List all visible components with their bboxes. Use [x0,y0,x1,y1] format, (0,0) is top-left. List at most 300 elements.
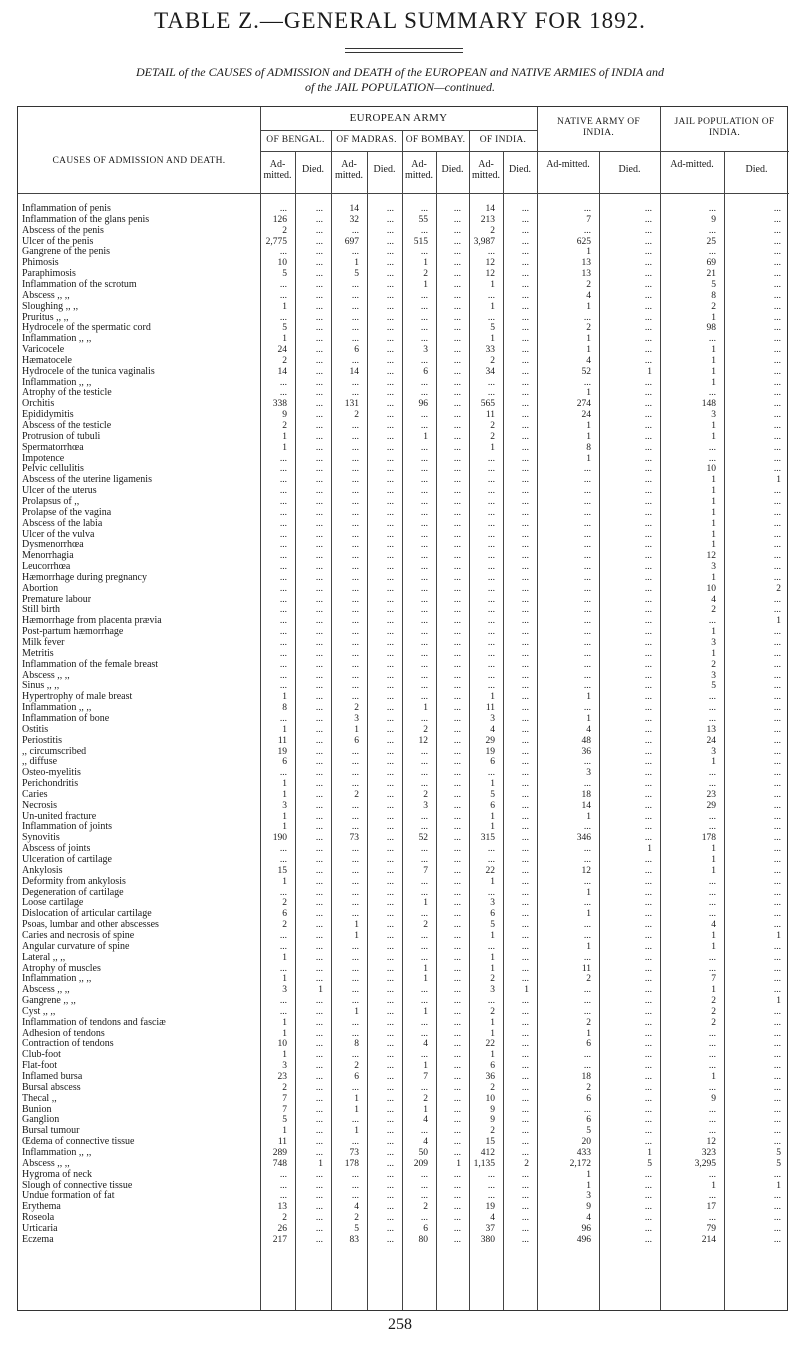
table-cell: 1 [586,909,591,920]
table-cell: ... [773,1061,781,1072]
table-cell: ... [453,887,461,898]
table-cell: ... [420,822,428,833]
table-cell: ... [583,312,591,323]
table-cell: 1 [586,301,591,312]
table-cell: 1 [776,1180,781,1191]
table-cell: ... [315,496,323,507]
cause-label: Bunion [22,1103,52,1115]
cause-label: Prolapse of the vagina [22,506,112,518]
table-cell: ... [453,670,461,681]
table-cell: ... [644,692,652,703]
table-cell: ... [386,496,394,507]
cause-label: Dislocation of articular cartilage [22,908,152,920]
table-cell: 213 [480,214,495,225]
table-cell: ... [279,583,287,594]
table-cell: 1 [490,1050,495,1061]
table-cell: 1 [354,1126,359,1137]
table-cell: ... [386,757,394,768]
table-cell: 6 [490,1061,495,1072]
table-cell: ... [773,279,781,290]
table-cell: ... [386,1191,394,1202]
table-cell: 1 [282,1017,287,1028]
table-cell: 2 [711,996,716,1007]
table-cell: ... [386,844,394,855]
table-cell: 214 [701,1234,716,1245]
table-cell: ... [315,920,323,931]
table-cell: ... [644,1061,652,1072]
table-cell: ... [644,963,652,974]
table-cell: ... [279,279,287,290]
table-cell: ... [773,334,781,345]
table-cell: ... [351,605,359,616]
table-cell: ... [453,214,461,225]
table-cell: ... [644,269,652,280]
table-cell: ... [453,1028,461,1039]
table-cell: ... [315,941,323,952]
cause-label: Abscess of the labia [22,517,103,529]
table-cell: ... [644,822,652,833]
table-cell: ... [521,540,529,551]
table-cell: ... [386,1050,394,1061]
table-cell: ... [521,1147,529,1158]
table-cell: 2 [586,1082,591,1093]
table-cell: ... [351,1050,359,1061]
cause-label: Abortion [22,582,59,594]
table-cell: ... [773,399,781,410]
table-cell: ... [453,1191,461,1202]
table-cell: ... [708,811,716,822]
table-cell: ... [487,551,495,562]
table-cell: ... [773,1093,781,1104]
table-cell: ... [453,269,461,280]
table-cell: ... [315,648,323,659]
table-cell: ... [708,876,716,887]
table-cell: ... [420,681,428,692]
table-cell: 4 [490,724,495,735]
table-cell: ... [315,345,323,356]
table-cell: 1 [282,876,287,887]
cause-label: Inflammation ,, ,, [22,333,92,345]
table-cell: ... [773,865,781,876]
table-cell: 1 [586,247,591,258]
cause-label: Abscess ,, ,, [22,984,70,996]
table-cell: 50 [418,1147,428,1158]
table-cell: ... [773,486,781,497]
table-cell: 2 [354,410,359,421]
table-cell: ... [386,865,394,876]
table-cell: 323 [701,1147,716,1158]
table-cell: 1 [711,355,716,366]
table-cell: 2 [354,1061,359,1072]
table-cell: ... [420,1028,428,1039]
table-cell: 2 [423,269,428,280]
table-cell: ... [420,713,428,724]
table-cell: ... [386,1017,394,1028]
table-cell: ... [420,985,428,996]
table-cell: ... [644,1028,652,1039]
table-cell: ... [315,1028,323,1039]
cause-label: Angular curvature of spine [22,940,130,952]
table-cell: ... [773,724,781,735]
table-cell: ... [315,301,323,312]
table-cell: 1 [586,692,591,703]
table-cell: ... [583,1006,591,1017]
table-cell: ... [386,366,394,377]
table-cell: ... [773,1104,781,1115]
table-cell: ... [351,518,359,529]
table-cell: ... [644,1006,652,1017]
table-cell: ... [773,1082,781,1093]
cause-label: Varicocele [22,344,65,356]
table-cell: ... [453,724,461,735]
table-cell: ... [583,930,591,941]
cause-label: Bursal tumour [22,1125,80,1137]
table-cell: 83 [349,1234,359,1245]
table-cell: ... [487,855,495,865]
column-rule [295,151,296,1310]
table-cell: 274 [576,399,591,410]
subheader-died: Died. [441,164,464,175]
table-cell: ... [420,507,428,518]
table-cell: ... [521,681,529,692]
cause-label: Abscess of the testicle [22,420,112,431]
table-cell: ... [351,301,359,312]
table-cell: ... [420,768,428,779]
table-cell: ... [420,1017,428,1028]
table-cell: ... [351,431,359,442]
table-cell: ... [453,496,461,507]
table-cell: ... [315,735,323,746]
table-cell: ... [521,366,529,377]
table-cell: ... [521,1093,529,1104]
table-cell: 6 [423,366,428,377]
cause-label: Psoas, lumbar and other abscesses [22,919,159,931]
table-cell: 1 [711,648,716,659]
table-cell: 18 [581,1072,591,1082]
subtitle-line-1: DETAIL of the CAUSES of ADMISSION and DEATH of the EUROPEAN and NATIVE ARMIES of INDIA and [136,65,664,79]
table-cell: ... [644,887,652,898]
table-cell: 3 [711,670,716,681]
table-cell: ... [644,1017,652,1028]
table-cell: ... [521,1191,529,1202]
table-cell: 6 [354,345,359,356]
table-cell: 1 [711,529,716,540]
table-cell: ... [644,442,652,453]
table-cell: 1 [586,345,591,356]
table-cell: 8 [282,703,287,714]
table-cell: ... [315,225,323,236]
table-cell: ... [315,1072,323,1082]
table-cell: ... [315,768,323,779]
table-cell: 15 [277,865,287,876]
table-cell: ... [773,876,781,887]
table-cell: 10 [706,464,716,475]
table-cell: 3 [586,768,591,779]
table-cell: ... [420,757,428,768]
table-cell: 73 [349,1147,359,1158]
table-cell: ... [279,594,287,605]
table-cell: ... [420,225,428,236]
table-cell: 2 [490,1082,495,1093]
table-cell: 190 [272,833,287,844]
table-cell: ... [351,898,359,909]
table-cell: 9 [282,410,287,421]
table-cell: 2 [423,920,428,931]
table-cell: ... [453,1223,461,1234]
table-cell: ... [644,518,652,529]
table-cell: ... [773,410,781,421]
table-cell: ... [453,735,461,746]
table-cell: ... [521,290,529,301]
table-cell: ... [386,789,394,800]
table-cell: ... [453,692,461,703]
table-cell: ... [386,345,394,356]
table-cell: 9 [711,214,716,225]
table-cell: ... [420,1050,428,1061]
table-cell: ... [453,236,461,247]
table-cell: 1 [647,366,652,377]
cause-label: Bursal abscess [22,1081,81,1093]
table-cell: ... [315,909,323,920]
table-cell: 1 [282,789,287,800]
table-cell: ... [351,507,359,518]
table-cell: ... [644,312,652,323]
table-cell: ... [351,811,359,822]
column-rule [436,151,437,1310]
table-cell: ... [773,323,781,334]
cause-label: Abscess ,, ,, [22,289,70,301]
table-cell: ... [708,1061,716,1072]
table-cell: ... [386,225,394,236]
table-cell: ... [583,844,591,855]
table-cell: ... [453,616,461,627]
cause-label: Hæmorrhage from placenta prævia [22,615,162,627]
table-cell: ... [521,496,529,507]
cause-label: Abscess ,, ,, [22,669,70,681]
table-cell: 1 [776,996,781,1007]
cause-label: Eczema [22,1233,54,1245]
table-cell: ... [315,963,323,974]
table-cell: ... [708,1039,716,1050]
cause-label: Perichondritis [22,778,79,790]
table-cell: 1 [490,876,495,887]
cause-label: Hygroma of neck [22,1168,92,1180]
table-cell: ... [351,1115,359,1126]
table-cell: ... [773,1126,781,1137]
table-cell: ... [644,1115,652,1126]
causes-header: CAUSES OF ADMISSION AND DEATH. [52,156,226,166]
table-cell: ... [521,822,529,833]
table-cell: 1 [711,855,716,865]
table-cell: 2 [354,1213,359,1224]
table-cell: ... [521,312,529,323]
table-cell: ... [521,876,529,887]
table-cell: ... [773,572,781,583]
cause-label: Gangrene of the penis [22,246,111,258]
table-cell: ... [644,920,652,931]
table-cell: 3 [354,713,359,724]
cause-label: Inflammation ,, ,, [22,973,92,985]
table-cell: ... [386,1234,394,1245]
table-cell: 19 [485,1202,495,1213]
cause-label: ,, diffuse [22,756,58,768]
table-cell: ... [420,648,428,659]
subheader-died: Died. [618,164,641,175]
table-cell: 178 [344,1158,359,1169]
subheader-admitted: Ad-​mitted. [546,159,590,170]
table-cell: ... [315,1039,323,1050]
table-cell: ... [351,279,359,290]
table-cell: ... [386,941,394,952]
table-cell: 11 [485,703,495,714]
table-cell: ... [453,1017,461,1028]
table-cell: 5 [282,269,287,280]
table-cell: ... [279,941,287,952]
table-cell: ... [279,1191,287,1202]
table-cell: ... [521,757,529,768]
table-cell: ... [315,789,323,800]
table-cell: ... [420,941,428,952]
table-cell: ... [521,789,529,800]
table-cell: ... [644,453,652,464]
table-cell: ... [351,648,359,659]
table-cell: ... [279,659,287,670]
table-cell: ... [453,258,461,269]
table-cell: ... [644,616,652,627]
table-cell: 3 [711,638,716,648]
table-cell: ... [583,779,591,790]
table-cell: 33 [485,345,495,356]
table-cell: ... [386,996,394,1007]
table-cell: ... [453,529,461,540]
table-cell: ... [773,779,781,790]
table-cell: ... [315,876,323,887]
table-cell: 1 [711,345,716,356]
table-cell: ... [386,1223,394,1234]
table-cell: ... [453,713,461,724]
table-cell: ... [315,1093,323,1104]
table-cell: ... [351,562,359,573]
table-cell: 412 [480,1147,495,1158]
table-cell: ... [386,670,394,681]
table-cell: ... [644,876,652,887]
table-cell: 7 [282,1104,287,1115]
table-cell: ... [487,486,495,497]
table-cell: ... [453,930,461,941]
table-cell: ... [644,746,652,757]
table-cell: 79 [706,1223,716,1234]
table-cell: 433 [576,1147,591,1158]
table-cell: ... [315,844,323,855]
table-cell: ... [487,594,495,605]
table-cell: ... [386,421,394,431]
table-cell: ... [453,355,461,366]
table-cell: ... [453,648,461,659]
table-cell: ... [386,1180,394,1191]
table-cell: ... [521,1028,529,1039]
table-cell: ... [386,594,394,605]
table-cell: 11 [581,963,591,974]
table-cell: ... [453,952,461,963]
table-cell: 1 [490,811,495,822]
table-cell: ... [315,464,323,475]
table-cell: 2 [490,225,495,236]
table-cell: ... [487,659,495,670]
table-cell: ... [708,898,716,909]
table-cell: 1 [490,822,495,833]
table-cell: ... [315,898,323,909]
table-cell: ... [644,1082,652,1093]
table-cell: ... [279,768,287,779]
table-cell: ... [521,1169,529,1180]
table-cell: ... [315,1213,323,1224]
table-cell: ... [521,1137,529,1148]
table-cell: ... [644,214,652,225]
table-cell: 625 [576,236,591,247]
table-cell: ... [773,789,781,800]
table-cell: ... [521,486,529,497]
table-cell: ... [453,703,461,714]
table-cell: 565 [480,399,495,410]
table-cell: ... [583,377,591,388]
table-cell: 1 [586,431,591,442]
table-cell: ... [386,876,394,887]
table-cell: ... [315,399,323,410]
table-cell: 7 [282,1093,287,1104]
table-cell: 1 [586,1180,591,1191]
table-cell: 80 [418,1234,428,1245]
table-cell: 1 [423,898,428,909]
table-cell: ... [773,225,781,236]
ornamental-rule [345,48,463,53]
table-cell: ... [453,562,461,573]
table-cell: ... [583,1050,591,1061]
table-cell: ... [386,540,394,551]
cause-label: Osteo-myelitis [22,767,81,779]
table-cell: ... [773,269,781,280]
table-cell: ... [453,1050,461,1061]
table-cell: ... [487,290,495,301]
table-cell: ... [521,214,529,225]
table-cell: ... [315,594,323,605]
table-cell: ... [453,963,461,974]
table-cell: ... [521,279,529,290]
table-cell: ... [315,312,323,323]
table-cell: ... [386,952,394,963]
table-cell: ... [644,388,652,399]
table-cell: ... [487,247,495,258]
table-cell: 9 [711,1093,716,1104]
table-cell: ... [583,876,591,887]
table-cell: ... [315,779,323,790]
table-cell: ... [644,909,652,920]
cause-label: Inflammation of tendons and fasciæ [22,1016,166,1028]
table-cell: 37 [485,1223,495,1234]
table-cell: ... [453,594,461,605]
table-cell: ... [351,887,359,898]
cause-label: Inflammation of the female breast [22,658,159,670]
table-cell: 12 [581,865,591,876]
table-cell: ... [644,952,652,963]
table-cell: ... [644,724,652,735]
table-cell: ... [773,1039,781,1050]
table-cell: ... [386,800,394,811]
table-cell: 73 [349,833,359,844]
table-cell: ... [315,865,323,876]
table-cell: ... [453,1234,461,1245]
table-cell: 23 [706,789,716,800]
table-cell: ... [644,800,652,811]
